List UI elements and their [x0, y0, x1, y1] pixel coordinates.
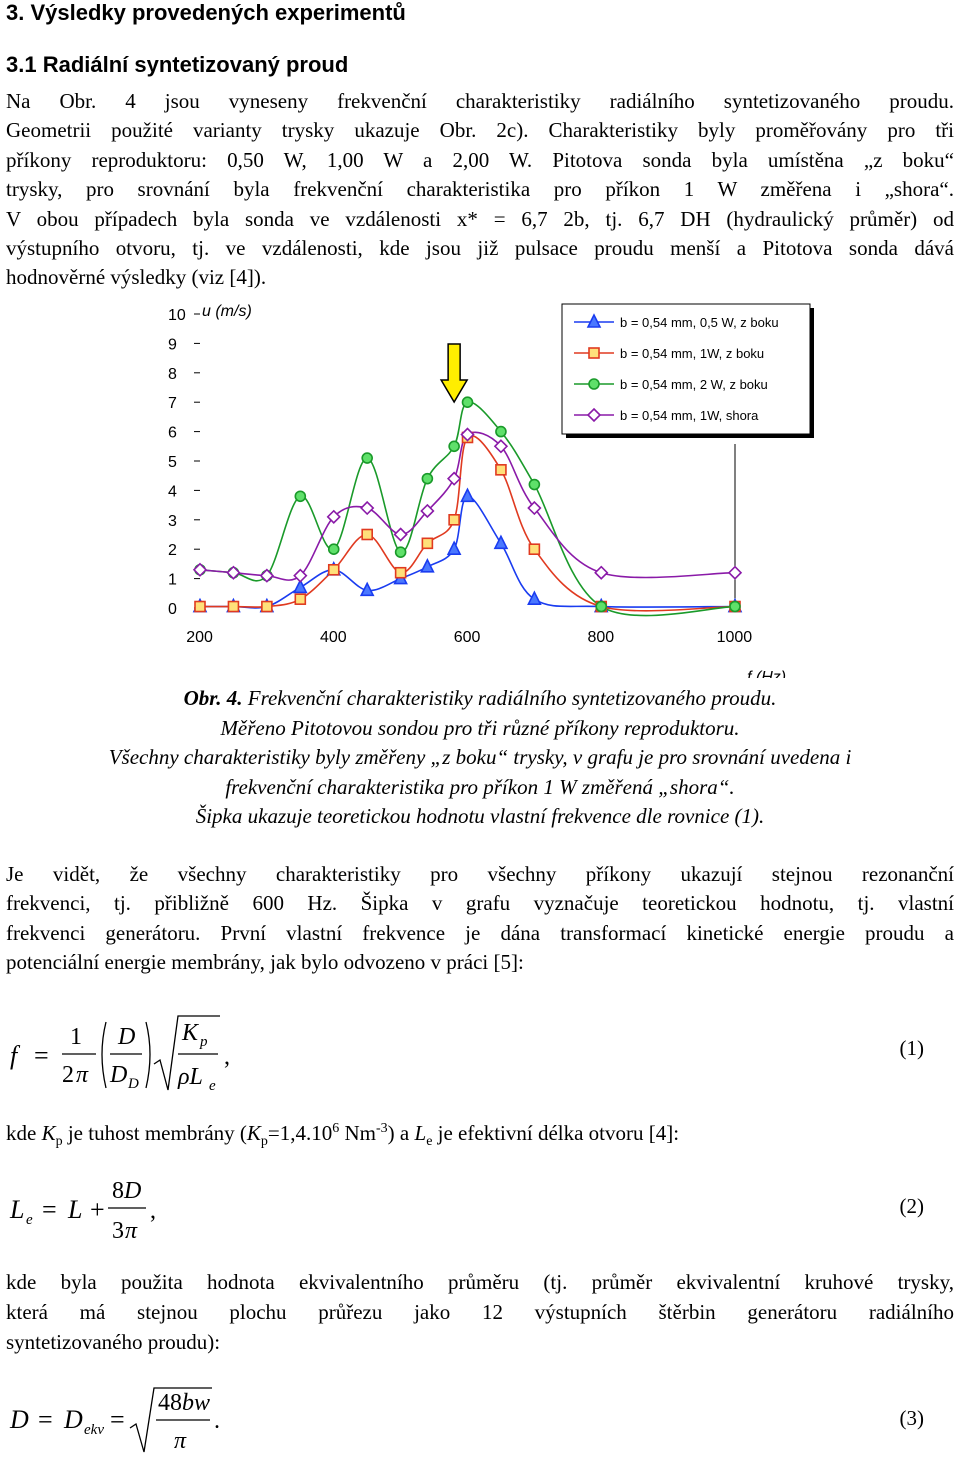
- data-point: [449, 441, 459, 451]
- data-point: [361, 502, 373, 514]
- svg-text:,: ,: [150, 1198, 156, 1224]
- data-point: [396, 568, 406, 578]
- y-tick-label: 4: [168, 483, 177, 501]
- text-line: kde byla použita hodnota ekvivalentního průměru (tj. průměr ekvivalentní kruhové trysky,: [6, 1270, 954, 1294]
- data-point: [228, 602, 238, 612]
- data-point: [329, 565, 339, 575]
- caption-line: Všechny charakteristiky byly změřeny „z boku“ trysky, v grafu je pro srovnání uvedena i: [108, 745, 852, 769]
- text-line: potenciální energie membrány, jak bylo odvozeno v práci [5]:: [6, 950, 524, 975]
- caption-line: Měřeno Pitotovou sondou pro tři různé příkony reproduktoru.: [220, 715, 740, 740]
- data-point: [462, 489, 474, 501]
- caption-line: Frekvenční charakteristiky radiálního syntetizovaného proudu.: [242, 686, 777, 710]
- paragraph-intro: [6, 87, 954, 293]
- svg-text:D: D: [124, 1178, 142, 1204]
- svg-text:ρL: ρL: [178, 1064, 203, 1090]
- y-axis-label: u (m/s): [202, 303, 252, 320]
- svg-text:f: f: [10, 1041, 18, 1070]
- x-tick-label: 400: [319, 629, 347, 646]
- svg-text:1: 1: [70, 1024, 82, 1050]
- svg-text:ekv: ekv: [84, 1422, 104, 1438]
- exponent: 6: [332, 1121, 340, 1136]
- legend-label: b = 0,54 mm, 1W, shora: [620, 408, 759, 423]
- frequency-chart: [160, 296, 820, 678]
- svg-text:D: D: [10, 1405, 29, 1434]
- caption-label: Obr. 4.: [183, 686, 243, 710]
- equation-number: (3): [899, 1406, 924, 1430]
- data-point: [448, 473, 460, 485]
- data-point: [295, 491, 305, 501]
- paragraph-resonance: [6, 860, 954, 978]
- text-line: V obou případech byla sonda ve vzdálenosti x* = 6,7 2b, tj. 6,7 DH (hydraulický průměr) od: [6, 206, 954, 231]
- text-line: Na Obr. 4 jsou vyneseny frekvenční charakteristiky radiálního syntetizovaného proudu.: [6, 89, 954, 113]
- resonance-arrow: [441, 344, 467, 402]
- exponent: -3: [376, 1121, 388, 1136]
- x-axis-label: f (Hz): [747, 669, 787, 678]
- data-point: [496, 427, 506, 437]
- x-tick-label: 800: [587, 629, 615, 646]
- legend-label: b = 0,54 mm, 1W, z boku: [620, 346, 765, 361]
- text-line: výstupního otvoru, tj. ve vzdálenosti, kde jsou již pulsace proudu menší a Pitotova sonda dává: [6, 236, 954, 261]
- data-point: [496, 465, 506, 475]
- svg-text:D: D: [118, 1024, 136, 1050]
- equation-1: [6, 1008, 954, 1096]
- svg-text:p: p: [200, 1034, 208, 1050]
- svg-text:e: e: [209, 1078, 216, 1094]
- data-point: [422, 474, 432, 484]
- data-point: [596, 602, 606, 612]
- series-line: [200, 436, 735, 611]
- data-point: [194, 564, 206, 576]
- legend-label: b = 0,54 mm, 0,5 W, z boku: [620, 315, 779, 330]
- symbol: L: [414, 1121, 427, 1145]
- svg-text:D: D: [128, 1076, 139, 1092]
- symbol-sub: p: [55, 1134, 63, 1150]
- data-point: [227, 567, 239, 579]
- symbol-sub: e: [426, 1134, 433, 1150]
- data-point: [463, 397, 473, 407]
- equation-2: [6, 1172, 954, 1252]
- data-point: [595, 567, 607, 579]
- svg-text:3: 3: [112, 1218, 124, 1244]
- x-tick-label: 1000: [716, 629, 753, 646]
- svg-text:=: =: [110, 1405, 125, 1434]
- data-point: [449, 515, 459, 525]
- series-line: [200, 432, 735, 580]
- data-point: [729, 567, 741, 579]
- symbol-sub: p: [260, 1134, 268, 1150]
- data-point: [448, 542, 460, 554]
- symbol: K: [246, 1121, 261, 1145]
- text-fragment: ) a: [387, 1121, 415, 1145]
- legend-label: b = 0,54 mm, 2 W, z boku: [620, 377, 768, 392]
- symbol: K: [41, 1121, 56, 1145]
- chart-svg: [160, 296, 820, 678]
- text-line: hodnověrné výsledky (viz [4]).: [6, 265, 267, 290]
- text-line: syntetizovaného proudu):: [6, 1330, 221, 1354]
- svg-text:D: D: [110, 1062, 128, 1088]
- data-point: [529, 480, 539, 490]
- text-line: Geometrii použité varianty trysky ukazuje Obr. 2c). Charakteristiky byly proměřovány pro tři: [6, 118, 954, 143]
- y-tick-label: 6: [168, 424, 177, 442]
- data-point: [396, 547, 406, 557]
- series-line: [200, 496, 735, 608]
- text-line: frekvenci generátoru. První vlastní frekvence je dána transformací kinetické energie proudu a: [6, 920, 954, 945]
- y-tick-label: 10: [168, 307, 186, 324]
- text-line: Je vidět, že všechny charakteristiky pro všechny příkony ukazují stejnou rezonanční: [6, 862, 954, 886]
- paragraph-equivalent-diameter: [6, 1267, 954, 1357]
- text-fragment: je efektivní délka otvoru [4]:: [432, 1121, 680, 1145]
- text-fragment: je tuhost membrány (: [62, 1121, 247, 1145]
- data-point: [529, 544, 539, 554]
- y-tick-label: 8: [168, 365, 177, 383]
- svg-text:+: +: [90, 1195, 105, 1224]
- equation-1-formula: [6, 1008, 326, 1096]
- x-tick-label: 200: [186, 629, 213, 646]
- data-point: [528, 592, 540, 604]
- text-line: která má stejnou plochu průřezu jako 12 výstupních štěrbin generátoru radiálního: [6, 1300, 954, 1324]
- text-line: trysky, pro srovnání byla frekvenční charakteristika pro příkon 1 W změřena i „shora“.: [6, 177, 954, 202]
- svg-text:L: L: [68, 1195, 83, 1224]
- data-point: [422, 538, 432, 548]
- x-tick-label: 600: [453, 629, 481, 646]
- svg-text:,: ,: [224, 1044, 230, 1070]
- svg-text:2: 2: [62, 1062, 74, 1088]
- y-tick-label: 9: [168, 336, 177, 354]
- svg-text:π: π: [76, 1062, 89, 1088]
- equation-3: [6, 1384, 954, 1456]
- data-point: [295, 594, 305, 604]
- y-tick-label: 7: [168, 395, 177, 413]
- svg-text:=: =: [34, 1041, 49, 1070]
- subsection-title: 3.1 Radiální syntetizovaný proud: [6, 52, 349, 77]
- caption-line: Šipka ukazuje teoretickou hodnotu vlastní frekvence dle rovnice (1).: [195, 804, 765, 828]
- data-point: [195, 602, 205, 612]
- legend-marker: [589, 348, 599, 358]
- svg-text:π: π: [125, 1218, 138, 1244]
- data-point: [329, 544, 339, 554]
- text-line: frekvenci, tj. přibližně 600 Hz. Šipka v grafu vyznačuje teoretickou hodnotu, tj. vlastní: [6, 891, 954, 916]
- svg-text:=: =: [38, 1405, 53, 1434]
- svg-text:.: .: [214, 1408, 220, 1434]
- text-fragment: Nm: [339, 1121, 376, 1145]
- svg-text:K: K: [182, 1020, 199, 1046]
- legend-marker: [589, 379, 599, 389]
- svg-text:48: 48: [158, 1390, 182, 1416]
- data-point: [495, 536, 507, 548]
- text-fragment: kde: [6, 1121, 42, 1145]
- equation-number: (2): [899, 1194, 924, 1218]
- text-fragment: =1,4.10: [267, 1121, 333, 1145]
- text-kde-kp: [6, 1121, 679, 1150]
- svg-text:D: D: [64, 1405, 83, 1434]
- data-point: [362, 530, 372, 540]
- y-tick-label: 1: [168, 571, 177, 589]
- section-title: 3. Výsledky provedených experimentů: [6, 0, 406, 25]
- svg-text:π: π: [174, 1428, 187, 1454]
- equation-3-formula: [6, 1384, 266, 1456]
- svg-text:e: e: [26, 1212, 33, 1228]
- svg-text:L: L: [10, 1195, 25, 1224]
- svg-text:8: 8: [112, 1178, 124, 1204]
- data-point: [362, 453, 372, 463]
- data-point: [395, 529, 407, 541]
- equation-2-formula: [6, 1172, 266, 1252]
- svg-text:bw: bw: [182, 1390, 211, 1416]
- y-tick-label: 2: [168, 542, 177, 560]
- data-point: [730, 602, 740, 612]
- data-point: [421, 560, 433, 572]
- y-tick-label: 3: [168, 512, 177, 530]
- text-line: příkony reproduktoru: 0,50 W, 1,00 W a 2,00 W. Pitotova sonda byla umístěna „z boku“: [6, 147, 954, 172]
- figure-caption: [6, 684, 954, 832]
- equation-number: (1): [899, 1036, 924, 1060]
- data-point: [262, 602, 272, 612]
- caption-line: frekvenční charakteristika pro příkon 1 W změřená „shora“.: [225, 774, 735, 799]
- y-tick-label: 0: [168, 601, 177, 618]
- svg-text:=: =: [42, 1195, 57, 1224]
- y-tick-label: 5: [168, 454, 177, 471]
